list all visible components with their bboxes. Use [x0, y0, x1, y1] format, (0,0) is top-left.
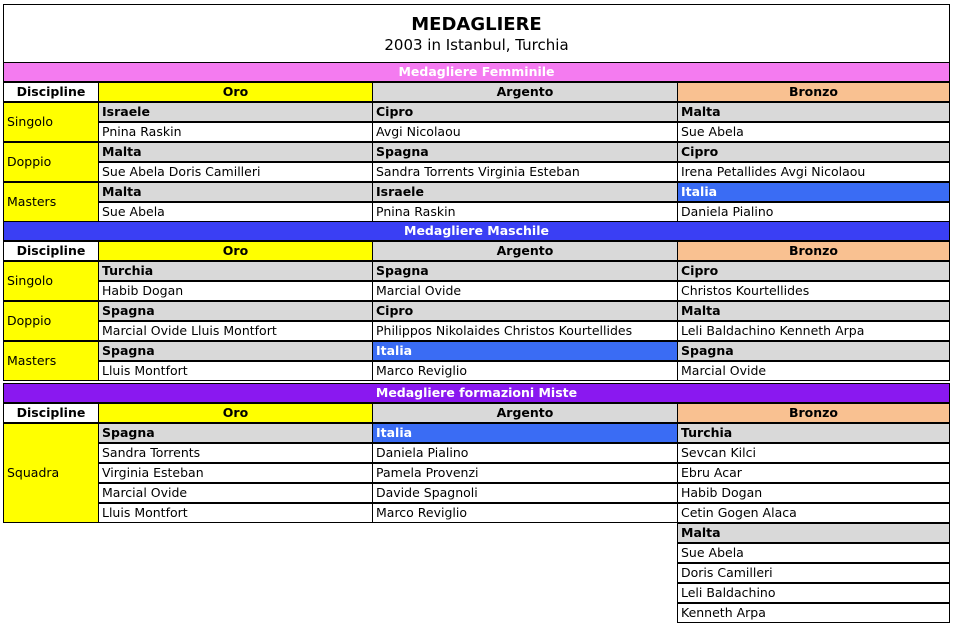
col-header-bronzo: Bronzo: [677, 403, 950, 423]
country-bronzo-extra: Malta: [677, 523, 950, 543]
discipline-cell: Masters: [3, 341, 99, 381]
discipline-cell: Doppio: [3, 142, 99, 182]
col-header-argento: Argento: [372, 403, 678, 423]
col-header-bronzo: Bronzo: [677, 82, 950, 102]
country-bronzo: Cipro: [677, 142, 950, 162]
athlete-bronzo-extra: Leli Baldachino: [677, 583, 950, 603]
athlete-bronzo-extra: Doris Camilleri: [677, 563, 950, 583]
col-header-argento: Argento: [372, 241, 678, 261]
col-header-bronzo: Bronzo: [677, 241, 950, 261]
athlete-bronzo: Leli Baldachino Kenneth Arpa: [677, 321, 950, 341]
col-header-oro: Oro: [98, 241, 373, 261]
athlete-oro: Marcial Ovide: [98, 483, 373, 503]
country-argento: Italia: [372, 341, 678, 361]
country-bronzo: Cipro: [677, 261, 950, 281]
athlete-oro: Sue Abela: [98, 202, 373, 222]
col-header-argento: Argento: [372, 82, 678, 102]
athlete-argento: Pamela Provenzi: [372, 463, 678, 483]
country-argento: Italia: [372, 423, 678, 443]
country-bronzo: Italia: [677, 182, 950, 202]
country-oro: Spagna: [98, 341, 373, 361]
athlete-oro: Virginia Esteban: [98, 463, 373, 483]
country-oro: Malta: [98, 142, 373, 162]
country-argento: Spagna: [372, 142, 678, 162]
country-argento: Cipro: [372, 102, 678, 122]
discipline-cell: Singolo: [3, 261, 99, 301]
country-argento: Spagna: [372, 261, 678, 281]
country-bronzo: Turchia: [677, 423, 950, 443]
athlete-bronzo: Cetin Gogen Alaca: [677, 503, 950, 523]
athlete-bronzo: Christos Kourtellides: [677, 281, 950, 301]
athlete-oro: Lluis Montfort: [98, 503, 373, 523]
discipline-cell: Masters: [3, 182, 99, 222]
country-argento: Cipro: [372, 301, 678, 321]
athlete-argento: Marco Reviglio: [372, 503, 678, 523]
athlete-argento: Pnina Raskin: [372, 202, 678, 222]
athlete-oro: Marcial Ovide Lluis Montfort: [98, 321, 373, 341]
athlete-bronzo-extra: Kenneth Arpa: [677, 603, 950, 623]
country-bronzo: Malta: [677, 102, 950, 122]
country-oro: Israele: [98, 102, 373, 122]
col-header-oro: Oro: [98, 82, 373, 102]
country-bronzo: Malta: [677, 301, 950, 321]
country-oro: Turchia: [98, 261, 373, 281]
section-band: Medagliere Femminile: [3, 62, 950, 82]
athlete-oro: Sue Abela Doris Camilleri: [98, 162, 373, 182]
athlete-oro: Habib Dogan: [98, 281, 373, 301]
athlete-argento: Philippos Nikolaides Christos Kourtellides: [372, 321, 678, 341]
section-band: Medagliere Maschile: [3, 221, 950, 241]
athlete-argento: Avgi Nicolaou: [372, 122, 678, 142]
discipline-cell: Singolo: [3, 102, 99, 142]
section-band: Medagliere formazioni Miste: [3, 383, 950, 403]
country-argento: Israele: [372, 182, 678, 202]
country-oro: Spagna: [98, 423, 373, 443]
athlete-oro: Pnina Raskin: [98, 122, 373, 142]
athlete-oro: Lluis Montfort: [98, 361, 373, 381]
athlete-oro: Sandra Torrents: [98, 443, 373, 463]
athlete-argento: Marco Reviglio: [372, 361, 678, 381]
athlete-argento: Marcial Ovide: [372, 281, 678, 301]
athlete-argento: Daniela Pialino: [372, 443, 678, 463]
athlete-bronzo: Irena Petallides Avgi Nicolaou: [677, 162, 950, 182]
country-oro: Spagna: [98, 301, 373, 321]
discipline-cell: Squadra: [3, 423, 99, 523]
athlete-bronzo: Daniela Pialino: [677, 202, 950, 222]
discipline-cell: Doppio: [3, 301, 99, 341]
athlete-bronzo: Sue Abela: [677, 122, 950, 142]
col-header-discipline: Discipline: [3, 241, 99, 261]
athlete-argento: Davide Spagnoli: [372, 483, 678, 503]
athlete-bronzo: Sevcan Kilci: [677, 443, 950, 463]
country-oro: Malta: [98, 182, 373, 202]
athlete-bronzo: Ebru Acar: [677, 463, 950, 483]
athlete-argento: Sandra Torrents Virginia Esteban: [372, 162, 678, 182]
athlete-bronzo: Marcial Ovide: [677, 361, 950, 381]
col-header-oro: Oro: [98, 403, 373, 423]
col-header-discipline: Discipline: [3, 82, 99, 102]
page-subtitle: 2003 in Istanbul, Turchia: [384, 36, 569, 54]
athlete-bronzo: Habib Dogan: [677, 483, 950, 503]
title-box: [3, 4, 950, 63]
athlete-bronzo-extra: Sue Abela: [677, 543, 950, 563]
col-header-discipline: Discipline: [3, 403, 99, 423]
country-bronzo: Spagna: [677, 341, 950, 361]
page-title: MEDAGLIERE: [411, 14, 542, 35]
